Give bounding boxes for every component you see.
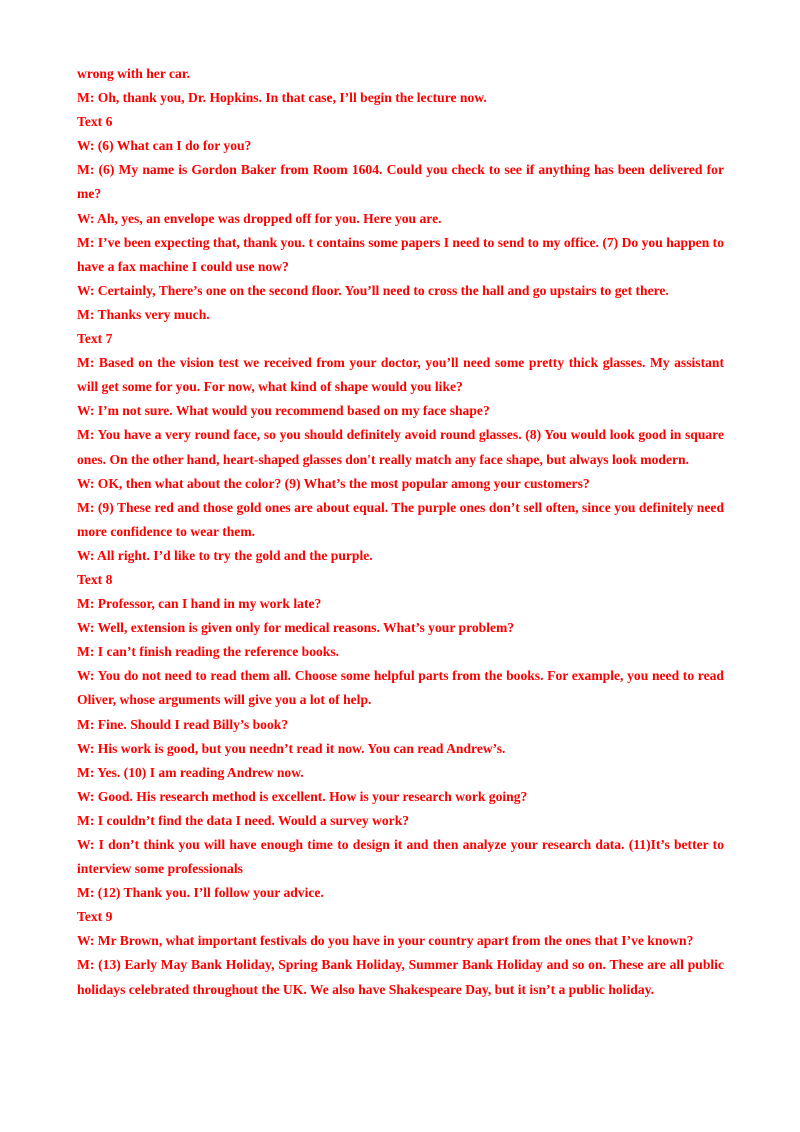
transcript-line: M: Thanks very much. [77, 306, 210, 322]
transcript-line: M: Fine. Should I read Billy’s book? [77, 716, 289, 732]
transcript-line: W: Ah, yes, an envelope was dropped off for you. Here you are. [77, 210, 442, 226]
transcript-line: M: Oh, thank you, Dr. Hopkins. In that case, I’ll begin the lecture now. [77, 90, 487, 106]
section-heading: Text 6 [77, 114, 113, 130]
section-heading: Text 7 [77, 331, 113, 347]
transcript-line: M: (12) Thank you. I’ll follow your advice. [77, 885, 324, 901]
transcript-line: M: Yes. (10) I am reading Andrew now. [77, 764, 304, 780]
transcript-line: W: (6) What can I do for you? [77, 138, 252, 154]
transcript-line: wrong with her car. [77, 66, 191, 81]
transcript-line: M: I couldn’t find the data I need. Would a survey work? [77, 812, 410, 828]
transcript-line: W: Mr Brown, what important festivals do you have in your country apart from the ones that I’ve known? [77, 933, 694, 949]
transcript-line: W: Well, extension is given only for medical reasons. What’s your problem? [77, 620, 515, 636]
transcript-line: M: (6) My name is Gordon Baker from Room 1604. Could you check to see if anything has been delivered for me? [77, 162, 724, 202]
transcript-line: W: All right. I’d like to try the gold and the purple. [77, 547, 373, 563]
transcript-line: W: OK, then what about the color? (9) What’s the most popular among your customers? [77, 475, 590, 491]
transcript-line: M: (9) These red and those gold ones are about equal. The purple ones don’t sell often, since you definitely need more confidence to wear them. [77, 499, 724, 539]
transcript-line: M: Based on the vision test we received from your doctor, you’ll need some pretty thick glasses. My assistant will get some for you. For now, what kind of shape would you like? [77, 355, 724, 395]
transcript-page [77, 62, 724, 1002]
transcript-line: W: I don’t think you will have enough time to design it and then analyze your research data. (11)It’s better to interview some professionals [77, 837, 724, 877]
transcript-line: W: I’m not sure. What would you recommend based on my face shape? [77, 403, 490, 419]
transcript-line: W: Good. His research method is excellent. How is your research work going? [77, 788, 528, 804]
transcript-line: M: (13) Early May Bank Holiday, Spring Bank Holiday, Summer Bank Holiday and so on. These are all public holidays celebrated throughout the UK. We also have Shakespeare Day, but it isn’t a public holiday. [77, 957, 724, 997]
transcript-line: M: Professor, can I hand in my work late? [77, 596, 322, 612]
section-heading: Text 9 [77, 909, 113, 925]
transcript-line: M: I can’t finish reading the reference books. [77, 644, 340, 660]
transcript-line: W: His work is good, but you needn’t read it now. You can read Andrew’s. [77, 740, 506, 756]
section-heading: Text 8 [77, 571, 113, 587]
transcript-line: W: Certainly, There’s one on the second floor. You’ll need to cross the hall and go upstairs to get there. [77, 282, 669, 298]
transcript-line: W: You do not need to read them all. Choose some helpful parts from the books. For example, you need to read Oliver, whose arguments will give you a lot of help. [77, 668, 724, 708]
transcript-line: M: I’ve been expecting that, thank you. t contains some papers I need to send to my office. (7) Do you happen to have a fax machine I could use now? [77, 234, 724, 274]
transcript-line: M: You have a very round face, so you should definitely avoid round glasses. (8) You would look good in square ones. On the other hand, heart-shaped glasses don't really match any face shape, but always look modern. [77, 427, 724, 467]
